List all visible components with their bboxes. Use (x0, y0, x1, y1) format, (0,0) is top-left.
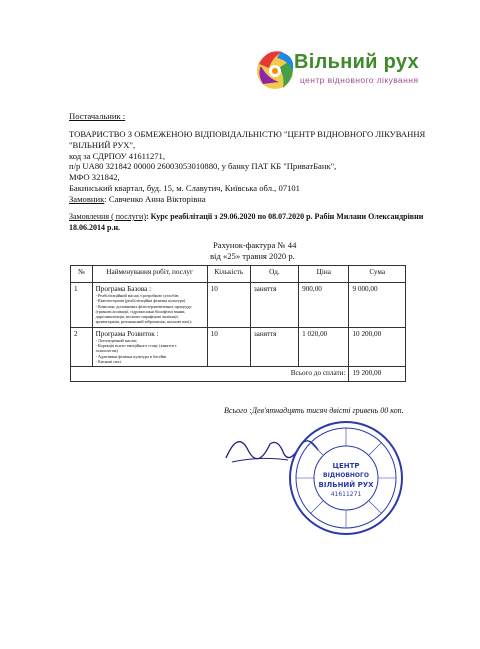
invoice-table (70, 265, 406, 382)
company-stamp (286, 418, 406, 538)
service-detail: - Комплекс доповнених фізіотерапевтичних процедур (95, 303, 192, 309)
service-detail: - Кінезіотерапія (реабілітаційна фізична культура) (95, 298, 186, 304)
row-sum: 9 000,00 (349, 283, 406, 328)
row-unit: заняття (250, 327, 298, 366)
supplier-line: Бакинський квартал, буд. 15, м. Славутич, Київська обл., 07101 (69, 183, 300, 193)
col-price: Ціна (299, 266, 349, 283)
row-service (92, 327, 207, 366)
svg-text:ВІДНОВНОГО: ВІДНОВНОГО (323, 472, 369, 479)
col-name: Найменування робіт, послуг (92, 266, 207, 283)
row-number: 1 (71, 283, 93, 328)
logo-title: Вільний рух (294, 51, 419, 73)
row-service (92, 283, 207, 328)
row-sum: 10 200,00 (349, 327, 406, 366)
service-detail: - Логопедичний масаж; (95, 337, 138, 343)
row-price: 900,00 (299, 283, 349, 328)
service-name: Програма Розвиток : (95, 329, 159, 338)
row-unit: заняття (250, 283, 298, 328)
table-header-row (71, 266, 406, 283)
col-sum: Сума (349, 266, 406, 283)
service-detail: дарсонвалізація, воскопо-парафінові аплікації, (95, 314, 179, 320)
invoice-title: Рахунок-фактура № 44 (213, 240, 297, 250)
customer-label: Замовник (69, 194, 105, 204)
total-value: 19 200,00 (349, 367, 406, 382)
svg-text:ВІЛЬНИЙ РУХ: ВІЛЬНИЙ РУХ (318, 481, 374, 489)
service-detail: - Реабілітаційний масаж з розробкою суглобів; (95, 293, 179, 298)
service-detail: - Корекція психо-емоційного стану (заняття з (95, 343, 177, 349)
service-name: Програма Базова : (95, 285, 152, 293)
supplier-line: "ВІЛЬНИЙ РУХ", (69, 140, 136, 150)
supplier-line: код за СДРПОУ 41611271, (69, 151, 165, 161)
col-unit: Од. (250, 266, 298, 283)
row-price: 1 020,00 (299, 327, 349, 366)
supplier-line: ТОВАРИСТВО З ОБМЕЖЕНОЮ ВІДПОВІДАЛЬНІСТЮ "ЦЕНТР ВІДНОВНОГО ЛІКУВАННЯ (69, 129, 426, 139)
total-label: Всього до сплати: (71, 367, 349, 382)
service-detail: - Адаптивна фізична культура в басейні (95, 353, 167, 359)
row-quantity: 10 (207, 327, 250, 366)
row-quantity: 10 (207, 283, 250, 328)
col-quantity: Кількість (207, 266, 250, 283)
order-birthdate: 18.06.2014 р.н. (69, 223, 121, 232)
total-in-words: Всього :Дев'ятнадцять тисяч двісті гривень 00 коп. (224, 406, 404, 415)
table-row (71, 327, 406, 366)
supplier-label: Постачальник : (69, 111, 126, 121)
supplier-line: п/р UA80 321842 00000 26003053010880, у банку ПАТ КБ "ПриватБанк", (69, 161, 337, 171)
order-row (69, 211, 423, 222)
supplier-line: МФО 321842, (69, 172, 120, 182)
order-value: : Курс реабілітації з 29.06.2020 по 08.07.2020 р. Рабін Милани Олександрівни (146, 212, 424, 221)
row-number: 2 (71, 327, 93, 366)
service-detail: (грязьові аплікації, гідромасажні бішофітні ванни, (95, 308, 186, 314)
table-total-row (71, 367, 406, 382)
service-detail: ароматерапія, резонансний вібромасаж, киснові пахі); (95, 319, 192, 325)
customer-row (69, 194, 206, 205)
invoice-date: від «25» травня 2020 р. (210, 251, 295, 261)
table-row (71, 283, 406, 328)
service-detail: - Киснові пахі. (95, 358, 122, 364)
col-number: № (71, 266, 93, 283)
customer-value: : Савченко Анна Вікторівна (104, 194, 206, 204)
logo-subtitle: центр відновного лікування (300, 75, 419, 85)
svg-text:ЦЕНТР: ЦЕНТР (332, 462, 360, 470)
service-detail: психологом) (95, 348, 118, 354)
order-label: Замовлення ( послуги) (69, 212, 146, 221)
svg-text:41611271: 41611271 (330, 491, 362, 498)
